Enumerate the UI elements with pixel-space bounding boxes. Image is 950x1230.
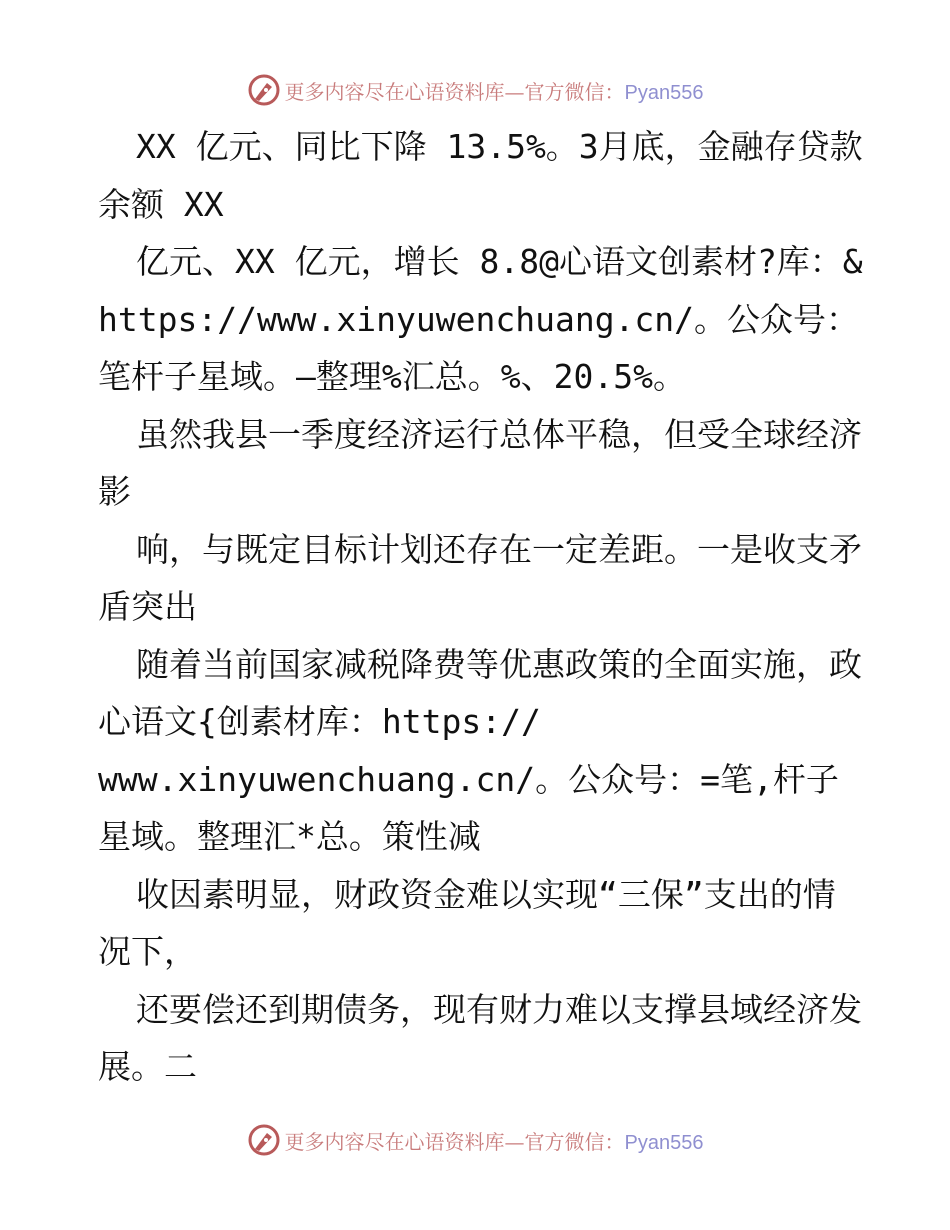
paragraph-4: 响，与既定目标计划还存在一定差距。一是收支矛盾突出	[98, 529, 862, 626]
paragraph-6: www.xinyuwenchuang.cn/。公众号：=笔,杆子星域。整理汇*总。策性减	[98, 759, 839, 856]
paragraph-3: 虽然我县一季度经济运行总体平稳，但受全球经济影	[98, 414, 862, 511]
pen-nib-logo-icon	[247, 73, 281, 107]
header-banner	[0, 72, 950, 108]
banner-text: 更多内容尽在心语资料库—官方微信：	[284, 79, 625, 104]
banner-wechat-id: Pyan556	[624, 1131, 704, 1154]
pen-nib-logo-icon	[247, 1123, 281, 1157]
paragraph-5: 随着当前国家减税降费等优惠政策的全面实施，政心语文{创素材库：https://	[98, 644, 862, 741]
paragraph-8: 还要偿还到期债务，现有财力难以支撑县域经济发展。二	[98, 989, 862, 1086]
banner-text: 更多内容尽在心语资料库—官方微信：	[284, 1129, 625, 1154]
document-body	[98, 118, 868, 1096]
footer-banner	[0, 1122, 950, 1158]
banner-wechat-id: Pyan556	[624, 81, 704, 104]
paragraph-2: 亿元、XX 亿元，增长 8.8@心语文创素材?库：&https://www.xinyuwenchuang.cn/。公众号：笔杆子星域。—整理%汇总。%、20.5%。	[98, 242, 863, 396]
paragraph-1: XX 亿元、同比下降 13.5%。3月底，金融存贷款余额 XX	[98, 127, 863, 224]
paragraph-7: 收因素明显，财政资金难以实现“三保”支出的情况下，	[98, 874, 836, 971]
